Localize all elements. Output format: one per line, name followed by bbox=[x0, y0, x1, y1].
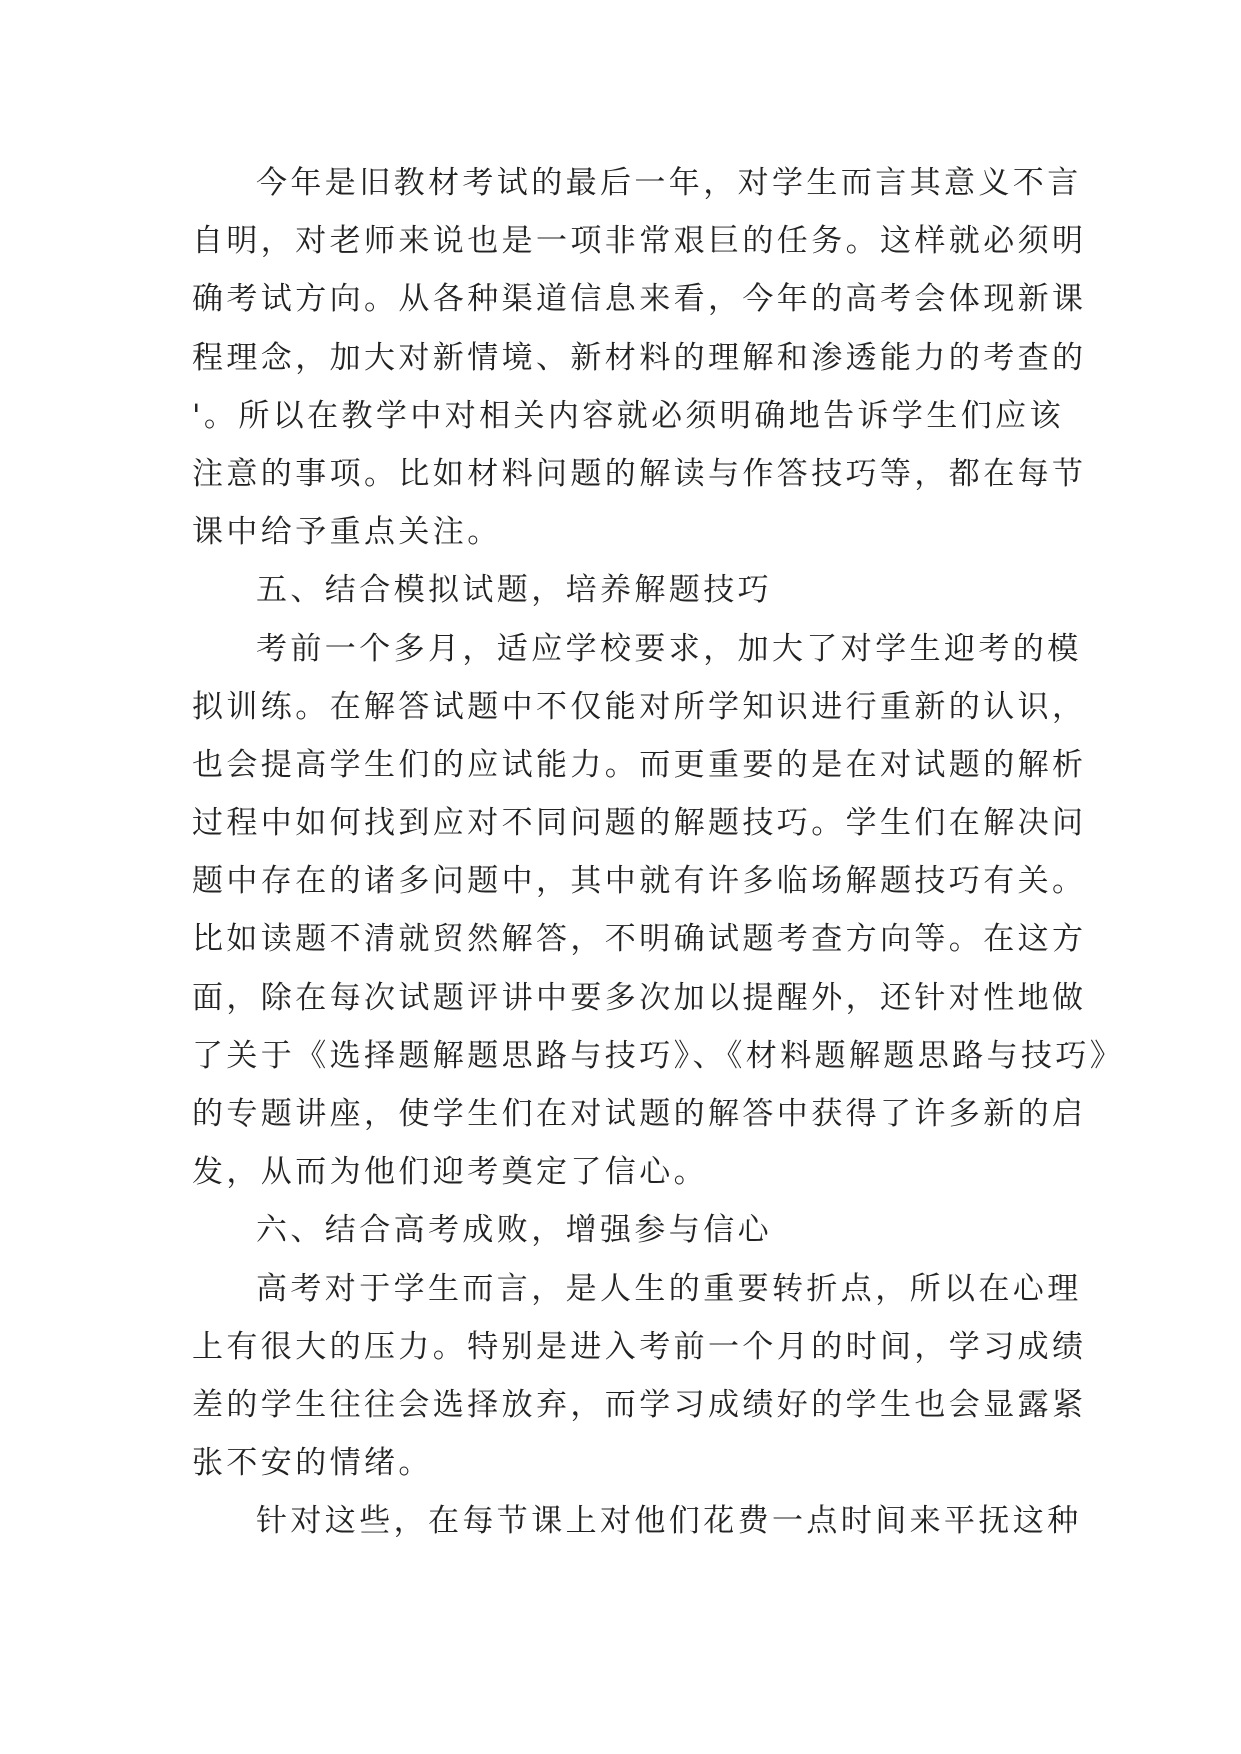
text-line: 面，除在每次试题评讲中要多次加以提醒外，还针对性地做 bbox=[192, 979, 1087, 1016]
text-line: 比如读题不清就贸然解答，不明确试题考查方向等。在这方 bbox=[192, 921, 1087, 958]
text-line: 今年是旧教材考试的最后一年，对学生而言其意义不言 bbox=[256, 165, 1082, 201]
text-line: 的专题讲座，使学生们在对试题的解答中获得了许多新的启 bbox=[192, 1096, 1087, 1132]
text-line: 拟训练。在解答试题中不仅能对所学知识进行重新的认识， bbox=[192, 688, 1087, 725]
text-line: 高考对于学生而言，是人生的重要转折点，所以在心理 bbox=[256, 1270, 1082, 1307]
text-line: 课中给予重点关注。 bbox=[192, 514, 502, 551]
text-line: 自明，对老师来说也是一项非常艰巨的任务。这样就必须明 bbox=[192, 223, 1087, 260]
text-line: 发，从而为他们迎考奠定了信心。 bbox=[192, 1154, 708, 1191]
text-line: 考前一个多月，适应学校要求，加大了对学生迎考的模 bbox=[256, 630, 1082, 667]
document-body bbox=[192, 154, 1125, 1551]
text-line: 过程中如何找到应对不同问题的解题技巧。学生们在解决问 bbox=[192, 805, 1087, 842]
text-line: '。所以在教学中对相关内容就必须明确地告诉学生们应该 bbox=[192, 397, 1064, 434]
section-heading: 六、结合高考成败，增强参与信心 bbox=[256, 1212, 772, 1249]
text-line: 张不安的情绪。 bbox=[192, 1445, 433, 1482]
text-line: 确考试方向。从各种渠道信息来看，今年的高考会体现新课 bbox=[192, 281, 1087, 318]
text-line: 上有很大的压力。特别是进入考前一个月的时间，学习成绩 bbox=[192, 1328, 1087, 1365]
text-line: 了关于《选择题解题思路与技巧》、《材料题解题思路与技巧》 bbox=[192, 1037, 1125, 1074]
text-line: 也会提高学生们的应试能力。而更重要的是在对试题的解析 bbox=[192, 746, 1087, 783]
text-line: 差的学生往往会选择放弃，而学习成绩好的学生也会显露紧 bbox=[192, 1386, 1087, 1423]
text-line: 程理念，加大对新情境、新材料的理解和渗透能力的考查的 bbox=[192, 339, 1087, 376]
text-line: 针对这些，在每节课上对他们花费一点时间来平抚这种 bbox=[256, 1503, 1082, 1540]
text-line: 题中存在的诸多问题中，其中就有许多临场解题技巧有关。 bbox=[192, 863, 1087, 900]
text-line: 注意的事项。比如材料问题的解读与作答技巧等，都在每节 bbox=[192, 455, 1087, 492]
section-heading: 五、结合模拟试题，培养解题技巧 bbox=[256, 572, 772, 609]
